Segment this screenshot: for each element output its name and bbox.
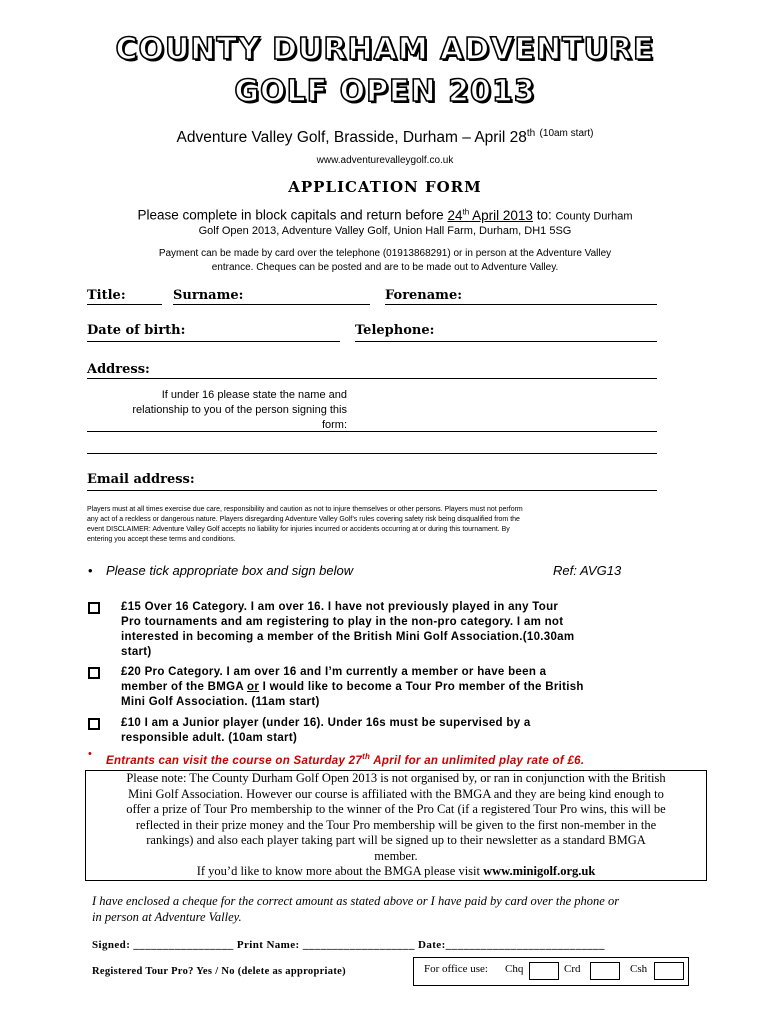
option-20-line-2a: member of the BMGA bbox=[121, 681, 248, 693]
option-10-text bbox=[121, 716, 661, 746]
title-field[interactable] bbox=[87, 304, 162, 305]
guardian-line-1: If under 16 please state the name and bbox=[161, 389, 347, 401]
option-15-line-3: interested in becoming a member of the British Mini Golf Association.(10.30am bbox=[121, 631, 575, 643]
address-label: Address: bbox=[87, 362, 150, 377]
instr-text: Please complete in block capitals and return before bbox=[137, 207, 448, 223]
instr-addr1: County Durham bbox=[555, 210, 633, 223]
bmga-link[interactable]: www.minigolf.org.uk bbox=[483, 864, 596, 878]
disclaimer bbox=[87, 505, 667, 545]
ref-code: Ref: AVG13 bbox=[553, 563, 622, 578]
address-field-line-1[interactable] bbox=[87, 378, 657, 379]
guardian-label bbox=[87, 388, 347, 433]
guardian-field-line-2[interactable] bbox=[87, 453, 657, 454]
forename-field[interactable] bbox=[385, 304, 657, 305]
signature-line[interactable]: Signed: _________________ Print Name: ___________________ Date:___________________________ bbox=[92, 939, 605, 951]
title-line-2: GOLF OPEN 2013 bbox=[234, 74, 536, 109]
option-20-line-2b: I would like to become a Tour Pro member of the British bbox=[259, 681, 584, 693]
dob-label: Date of birth: bbox=[87, 323, 186, 338]
option-15-checkbox[interactable] bbox=[88, 602, 100, 614]
option-15-line-2: Pro tournaments and am registering to play in the non-pro category. I am not bbox=[121, 616, 564, 628]
tick-label: Please tick appropriate box and sign below bbox=[106, 563, 354, 578]
option-15-line-4: start) bbox=[121, 646, 152, 658]
disclaimer-line-3: event DISCLAIMER: Adventure Valley Golf accepts no liability for injuries incurred or accidents occurring at or during this tournament. By bbox=[87, 526, 510, 533]
csh-box[interactable] bbox=[654, 962, 684, 980]
office-use-box bbox=[413, 957, 689, 986]
disclaimer-line-1: Players must at all times exercise due care, responsibility and caution as not to injure themselves or other persons. Players must not perform bbox=[87, 506, 523, 513]
option-10-line-1: £10 I am a Junior player (under 16). Under 16s must be supervised by a bbox=[121, 717, 531, 729]
option-20-line-3: Mini Golf Association. (11am start) bbox=[121, 696, 320, 708]
disclaimer-line-4: entering you accept these terms and conditions. bbox=[87, 536, 236, 543]
note-line-4: reflected in their prize money and the Tour Pro membership will be given to the first non-member in the bbox=[135, 817, 657, 832]
option-10-line-2: responsible adult. (10am start) bbox=[121, 732, 298, 744]
payment-line-1: Payment can be made by card over the telephone (01913868291) or in person at the Adventure Valley bbox=[158, 248, 612, 259]
saturday-sup: th bbox=[362, 752, 371, 761]
chq-box[interactable] bbox=[529, 962, 559, 980]
surname-label: Surname: bbox=[173, 288, 244, 303]
venue-sup: th bbox=[526, 128, 536, 139]
enclosed-line-1: I have enclosed a cheque for the correct amount as stated above or I have paid by card over the phone or bbox=[92, 894, 620, 908]
instr-date: 24 bbox=[447, 207, 463, 223]
chq-label: Chq bbox=[505, 963, 524, 975]
forename-label: Forename: bbox=[385, 288, 463, 303]
saturday-bullet: • bbox=[88, 748, 92, 760]
guardian-line-2: relationship to you of the person signing this bbox=[132, 404, 347, 416]
email-label: Email address: bbox=[87, 472, 195, 487]
note-line-6: member. bbox=[374, 848, 418, 863]
registered-tour-pro[interactable]: Registered Tour Pro? Yes / No (delete as appropriate) bbox=[92, 966, 346, 977]
telephone-field[interactable] bbox=[355, 341, 657, 342]
option-20-or: or bbox=[247, 681, 260, 693]
instr-sup: th bbox=[462, 207, 470, 216]
csh-label: Csh bbox=[630, 963, 648, 975]
note-line-7a: If you’d like to know more about the BMGA please visit bbox=[196, 864, 484, 878]
office-use-label: For office use: bbox=[424, 963, 488, 975]
saturday-text-a: Entrants can visit the course on Saturday 27 bbox=[106, 754, 363, 767]
option-20-checkbox[interactable] bbox=[88, 667, 100, 679]
option-20-line-2 bbox=[121, 680, 661, 695]
tick-bullet: • bbox=[88, 563, 93, 578]
payment-line-2: entrance. Cheques can be posted and are to be made out to Adventure Valley. bbox=[211, 262, 559, 273]
website: www.adventurevalleygolf.co.uk bbox=[316, 155, 454, 166]
note-line-1: Please note: The County Durham Golf Open 2013 is not organised by, or ran in conjunction with the British bbox=[126, 771, 666, 785]
guardian-line-3: form: bbox=[321, 419, 347, 431]
note-line-7 bbox=[86, 864, 706, 880]
instructions bbox=[0, 207, 770, 223]
option-20-line-1: £20 Pro Category. I am over 16 and I’m currently a member or have been a bbox=[121, 666, 547, 678]
venue-start: (10am start) bbox=[539, 128, 594, 139]
option-20-text bbox=[121, 665, 661, 710]
enclosed-statement bbox=[92, 893, 712, 925]
instr-date-rest: April 2013 bbox=[469, 207, 533, 223]
title-line-1: COUNTY DURHAM ADVENTURE bbox=[115, 32, 655, 67]
telephone-label: Telephone: bbox=[355, 323, 435, 338]
note-line-5: rankings) and also each player taking part will be signed up to their newsletter as a standard BMGA bbox=[146, 833, 646, 847]
guardian-field-line-1[interactable] bbox=[87, 431, 657, 432]
form-heading: APPLICATION FORM bbox=[288, 178, 482, 196]
bmga-note-box bbox=[85, 770, 707, 881]
instr-to: to: bbox=[532, 207, 556, 223]
surname-field[interactable] bbox=[173, 304, 370, 305]
saturday-text-b: April for an unlimited play rate of £6. bbox=[370, 754, 585, 767]
email-field[interactable] bbox=[87, 490, 657, 491]
instr-addr2: Golf Open 2013, Adventure Valley Golf, Union Hall Farm, Durham, DH1 5SG bbox=[198, 225, 572, 237]
option-15-text bbox=[121, 600, 661, 660]
disclaimer-line-2: any act of a reckless or dangerous nature. Players disregarding Adventure Valley Golf’s rules covering safety risk being disqualified from the bbox=[87, 516, 520, 523]
option-10-checkbox[interactable] bbox=[88, 718, 100, 730]
title-label: Title: bbox=[87, 288, 126, 303]
dob-field[interactable] bbox=[87, 341, 340, 342]
option-15-line-1: £15 Over 16 Category. I am over 16. I have not previously played in any Tour bbox=[121, 601, 559, 613]
crd-box[interactable] bbox=[590, 962, 620, 980]
saturday-note bbox=[106, 749, 584, 769]
crd-label: Crd bbox=[564, 963, 581, 975]
venue-text: Adventure Valley Golf, Brasside, Durham – April 28 bbox=[176, 129, 527, 147]
note-line-3: offer a prize of Tour Pro membership to the winner of the Pro Cat (if a registered Tour Pro wins, this will be bbox=[126, 802, 666, 816]
venue-line bbox=[0, 128, 770, 147]
note-line-2: Mini Golf Association. However our course is affiliated with the BMGA and they are being kind enough to bbox=[128, 786, 664, 801]
enclosed-line-2: in person at Adventure Valley. bbox=[92, 910, 242, 924]
